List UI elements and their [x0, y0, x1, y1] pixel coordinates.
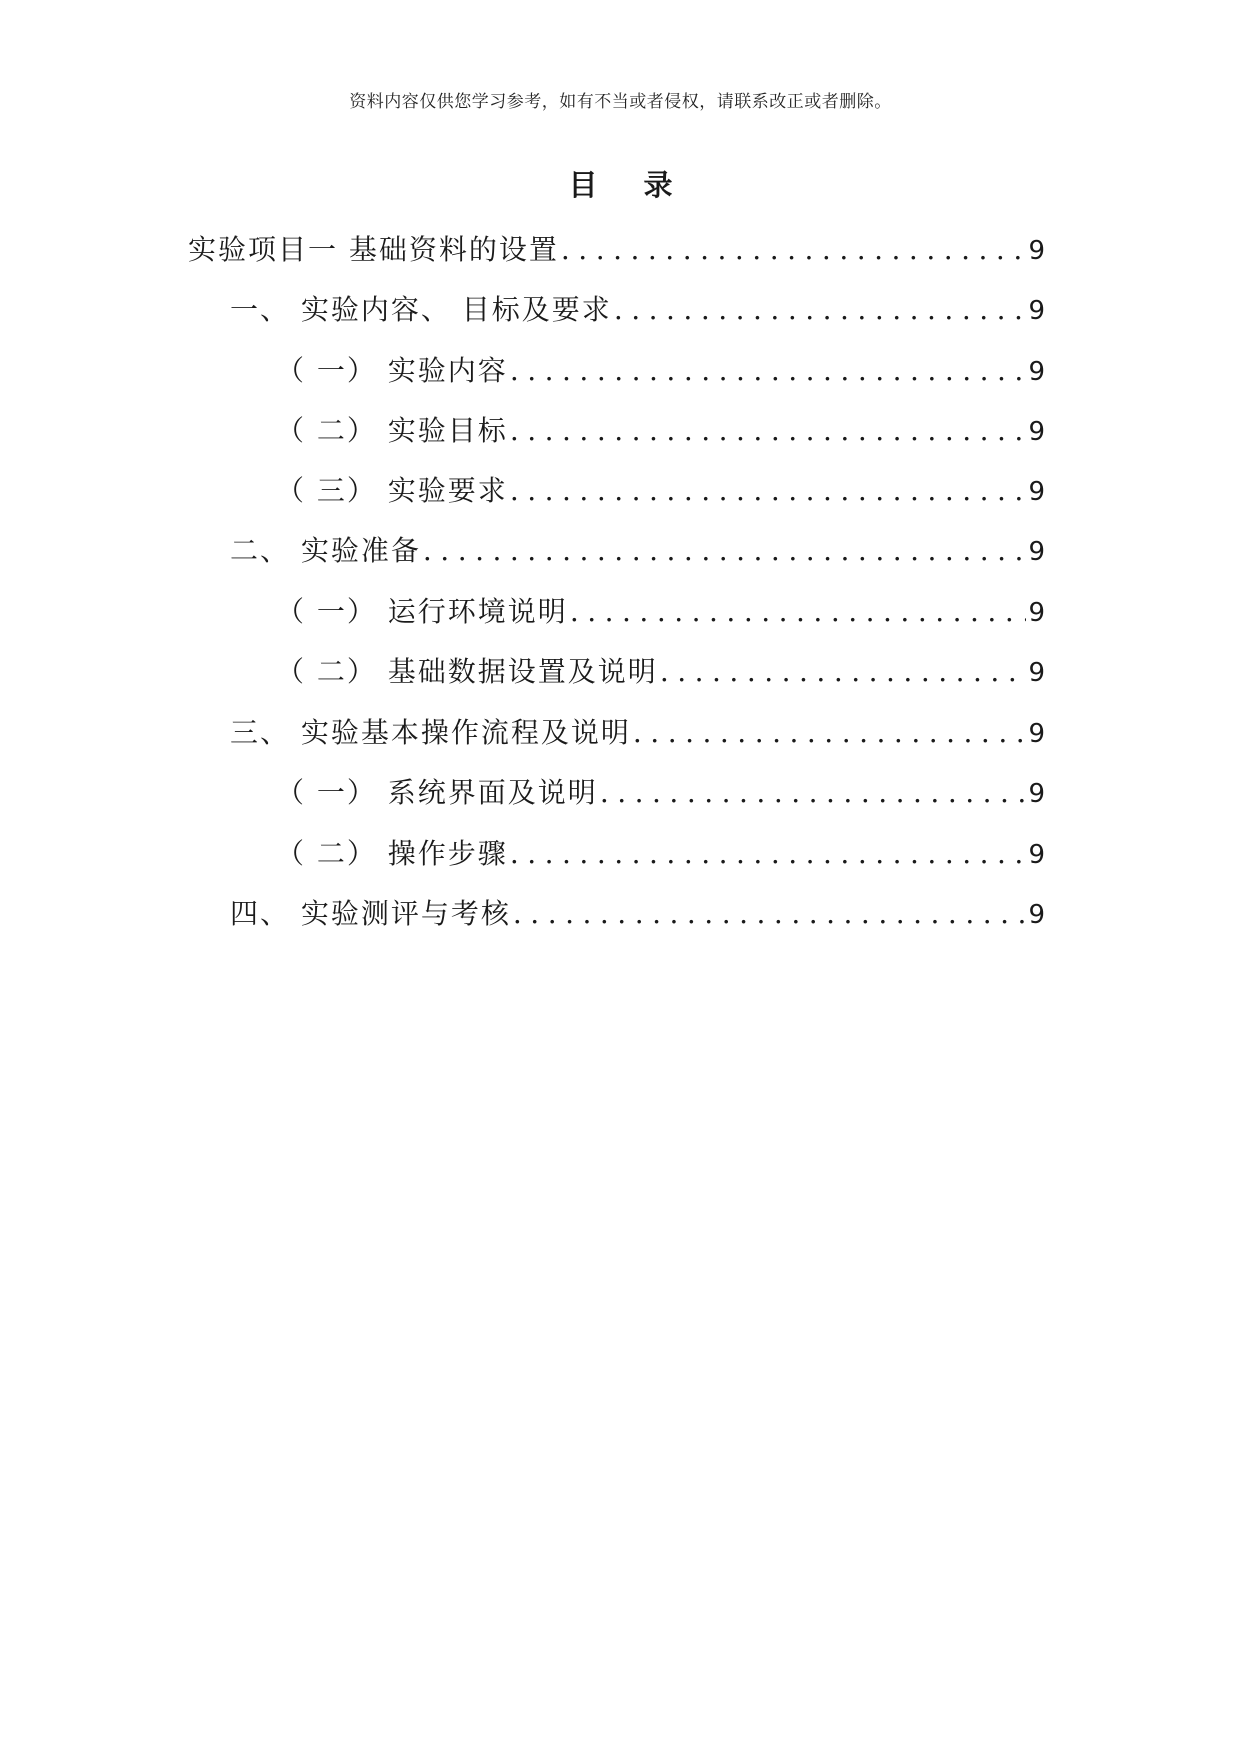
toc-page-number: 9 — [1028, 900, 1045, 930]
toc-entry[interactable] — [230, 892, 1045, 936]
toc-entry[interactable] — [188, 228, 1045, 272]
toc-entry-label: 二、 实验准备 — [230, 534, 421, 567]
toc-entry-label: （ 三） 实验要求 — [276, 474, 508, 507]
disclaimer-header: 资料内容仅供您学习参考，如有不当或者侵权，请联系改正或者删除。 — [349, 92, 892, 112]
toc-entry-label: 实验项目一 基础资料的设置 — [188, 233, 559, 266]
toc-entry-label: （ 二） 基础数据设置及说明 — [276, 655, 658, 688]
toc-page-number: 9 — [1028, 719, 1045, 749]
toc-page-number: 9 — [1028, 658, 1045, 688]
toc-page-number: 9 — [1028, 357, 1045, 387]
toc-entry[interactable] — [276, 349, 1045, 393]
toc-leader-dots — [510, 832, 1027, 876]
toc-entry[interactable] — [230, 529, 1045, 573]
toc-page-number: 9 — [1028, 417, 1045, 447]
toc-leader-dots — [570, 590, 1027, 634]
toc-leader-dots — [510, 469, 1027, 513]
toc-entry[interactable] — [276, 650, 1045, 694]
toc-leader-dots — [510, 409, 1027, 453]
toc-entry[interactable] — [276, 590, 1045, 634]
toc-entry-label: 四、 实验测评与考核 — [230, 897, 511, 930]
toc-page-number: 9 — [1028, 236, 1045, 266]
toc-entry-label: （ 二） 操作步骤 — [276, 837, 508, 870]
toc-leader-dots — [561, 228, 1027, 272]
toc-leader-dots — [423, 529, 1027, 573]
toc-page-number: 9 — [1028, 477, 1045, 507]
toc-page-number: 9 — [1028, 598, 1045, 628]
toc-entry[interactable] — [276, 832, 1045, 876]
toc-entry[interactable] — [276, 771, 1045, 815]
toc-entry-label: （ 二） 实验目标 — [276, 414, 508, 447]
toc-leader-dots — [614, 288, 1027, 332]
toc-entry[interactable] — [276, 409, 1045, 453]
toc-entry-label: 三、 实验基本操作流程及说明 — [230, 716, 631, 749]
toc-leader-dots — [600, 771, 1027, 815]
toc-leader-dots — [513, 892, 1027, 936]
toc-entry-label: （ 一） 运行环境说明 — [276, 595, 568, 628]
toc-page-number: 9 — [1028, 537, 1045, 567]
toc-page-number: 9 — [1028, 296, 1045, 326]
toc-entry-label: （ 一） 实验内容 — [276, 354, 508, 387]
toc-entry-label: （ 一） 系统界面及说明 — [276, 776, 598, 809]
toc-leader-dots — [660, 650, 1027, 694]
toc-title: 目 录 — [568, 168, 691, 202]
toc-leader-dots — [633, 711, 1027, 755]
toc-entry-label: 一、 实验内容、 目标及要求 — [230, 293, 612, 326]
toc-leader-dots — [510, 349, 1027, 393]
toc-entry[interactable] — [230, 711, 1045, 755]
toc-page-number: 9 — [1028, 840, 1045, 870]
toc-entry[interactable] — [276, 469, 1045, 513]
toc-page-number: 9 — [1028, 779, 1045, 809]
toc-entry[interactable] — [230, 288, 1045, 332]
